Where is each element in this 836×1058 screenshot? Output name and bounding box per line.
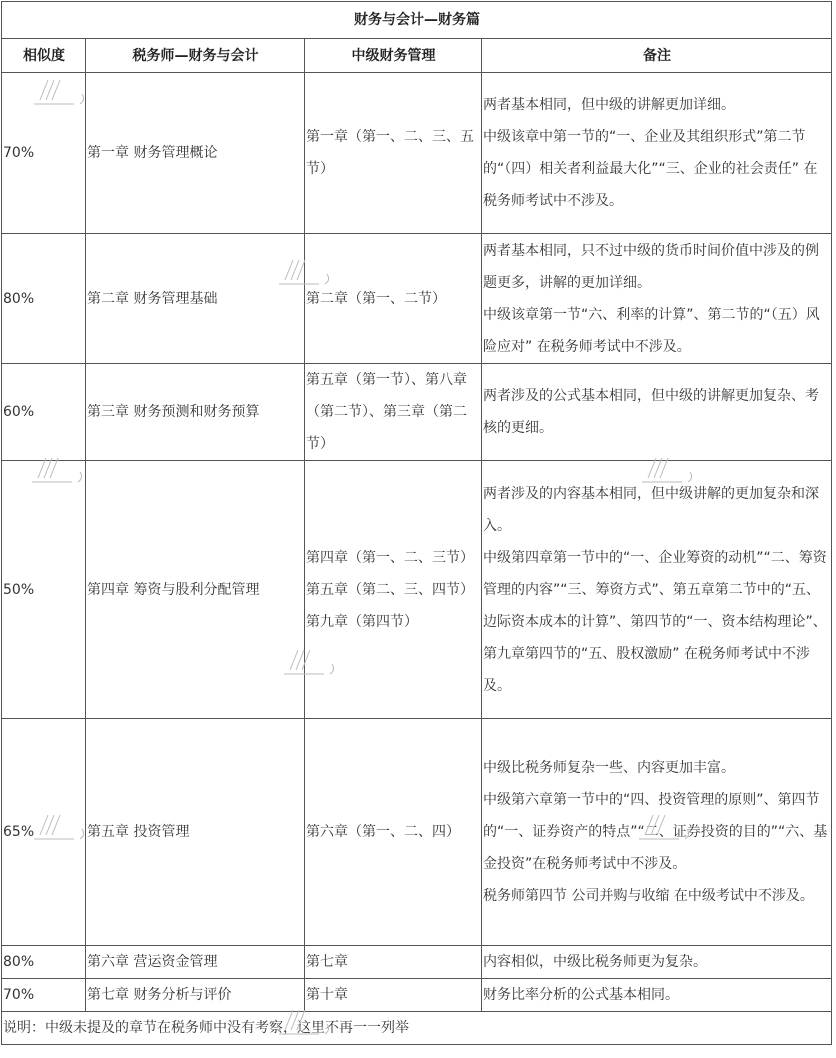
note-line: 中级第六章第一节中的“四、投资管理的原则”、第四节的“一、证券资产的特点”“二、证券投资的目的”“六、基金投资”在税务师考试中不涉及。: [483, 792, 828, 872]
tax-chapter-cell: 第五章 投资管理: [86, 719, 305, 946]
table-row: [2, 364, 832, 461]
table-row: [2, 719, 832, 946]
mid-chapter-cell: 第二章（第一、二节）: [305, 234, 482, 364]
header-notes: 备注: [482, 39, 832, 73]
table-row: [2, 73, 832, 234]
table-row: [2, 234, 832, 364]
note-line: 两者基本相同，但中级的讲解更加详细。: [483, 97, 735, 113]
tax-chapter-cell: 第一章 财务管理概论: [86, 73, 305, 234]
header-tax-chapter: 税务师—财务与会计: [86, 39, 305, 73]
note-line: 两者涉及的内容基本相同，但中级讲解的更加复杂和深入。: [483, 485, 819, 534]
similarity-cell: 65%: [2, 719, 86, 946]
tax-chapter-cell: 第七章 财务分析与评价: [86, 979, 305, 1012]
note-line: 税务师第四节 公司并购与收缩 在中级考试中不涉及。: [483, 888, 814, 904]
note-line: 中级该章中第一节的“一、企业及其组织形式”第二节的“（四）相关者利益最大化”“三、企业的社会责任” 在税务师考试中不涉及。: [483, 129, 818, 209]
table-footer-row: [2, 1012, 832, 1045]
similarity-cell: 80%: [2, 946, 86, 979]
notes-cell: [482, 719, 832, 946]
notes-cell: [482, 73, 832, 234]
similarity-cell: 70%: [2, 73, 86, 234]
similarity-cell: 70%: [2, 979, 86, 1012]
tax-chapter-cell: 第三章 财务预测和财务预算: [86, 364, 305, 461]
note-line: 财务比率分析的公式基本相同。: [483, 987, 679, 1003]
tax-chapter-cell: 第六章 营运资金管理: [86, 946, 305, 979]
note-line: 两者涉及的公式基本相同，但中级的讲解更加复杂、考核的更细。: [483, 388, 819, 436]
note-line: 两者基本相同，只不过中级的货币时间价值中涉及的例题更多，讲解的更加详细。: [483, 242, 819, 291]
notes-cell: [482, 461, 832, 719]
table-title: 财务与会计—财务篇: [2, 2, 832, 39]
note-line: 内容相似，中级比税务师更为复杂。: [483, 954, 707, 970]
mid-chapter-cell: 第七章: [305, 946, 482, 979]
notes-cell: [482, 234, 832, 364]
similarity-cell: 50%: [2, 461, 86, 719]
notes-cell: [482, 364, 832, 461]
header-mid-chapter: 中级财务管理: [305, 39, 482, 73]
note-line: 中级该章第一节“六、利率的计算”、第二节的“（五）风险应对” 在税务师考试中不涉及。: [483, 306, 820, 355]
mid-chapter-line: 第四章（第一、二、三节）: [306, 549, 474, 566]
notes-cell: [482, 979, 832, 1012]
mid-chapter-line: 第五章（第二、三、四节）: [306, 581, 474, 598]
mid-chapter-cell: 第十章: [305, 979, 482, 1012]
mid-chapter-line: 第九章（第四节）: [306, 613, 418, 630]
mid-chapter-cell: [305, 461, 482, 719]
similarity-cell: 80%: [2, 234, 86, 364]
table-row: [2, 946, 832, 979]
mid-chapter-cell: 第五章（第一节）、第八章（第二节）、第三章（第二节）: [305, 364, 482, 461]
table-row: [2, 461, 832, 719]
comparison-table: [1, 1, 832, 1045]
table-row: [2, 979, 832, 1012]
header-similarity: 相似度: [2, 39, 86, 73]
similarity-cell: 60%: [2, 364, 86, 461]
tax-chapter-cell: 第四章 筹资与股利分配管理: [86, 461, 305, 719]
notes-cell: [482, 946, 832, 979]
mid-chapter-cell: 第一章（第一、二、三、五节）: [305, 73, 482, 234]
note-line: 中级第四章第一节中的“一、企业筹资的动机”“二、筹资管理的内容”“三、筹资方式”、第五章第二节中的“五、边际资本成本的计算”、第四节的“一、资本结构理论”、第九章第四节的“五、股权激励” 在税务师考试中不涉及。: [483, 549, 827, 694]
tax-chapter-cell: 第二章 财务管理基础: [86, 234, 305, 364]
mid-chapter-cell: 第六章（第一、二、四）: [305, 719, 482, 946]
note-line: 中级比税务师复杂一些、内容更加丰富。: [483, 760, 735, 776]
footer-note: 说明：中级未提及的章节在税务师中没有考察，这里不再一一列举: [2, 1012, 832, 1045]
